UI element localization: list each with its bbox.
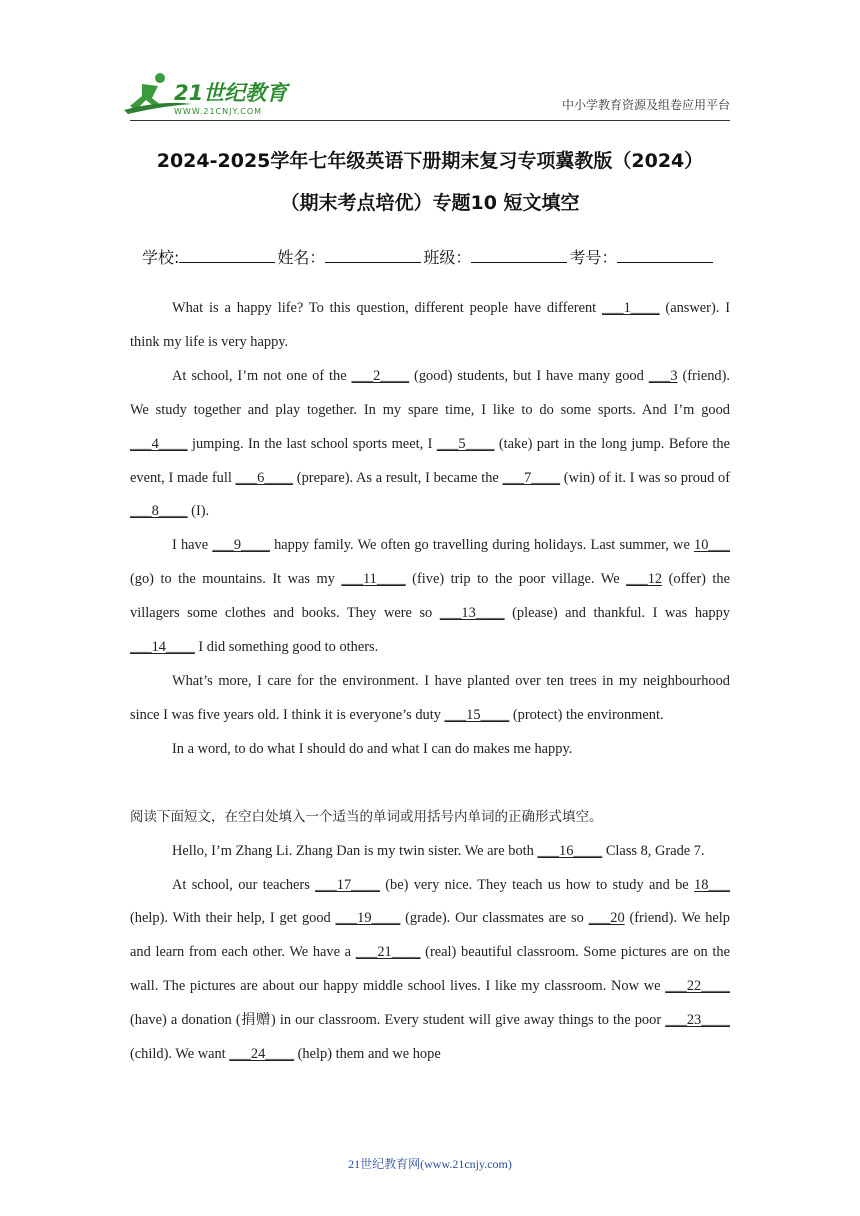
school-label: 学校: [142,248,180,267]
name-field[interactable] [325,248,421,263]
passage-text: (please) and thankful. I was happy [504,605,730,622]
answer-blank[interactable]: 10___ [694,537,730,554]
passage-text: (good) students, but I have many good [409,367,649,384]
platform-label: 中小学教育资源及组卷应用平台 [561,98,730,112]
class-field[interactable] [471,248,567,263]
passage-1 [130,292,730,767]
answer-blank[interactable]: ___14____ [130,639,195,656]
answer-blank[interactable]: ___24____ [229,1046,295,1063]
answer-blank[interactable]: ___19____ [335,910,401,927]
passage-text: (answer). I think my life is very happy. [130,300,730,350]
paragraph [130,529,730,665]
doc-title-line-2: （期末考点培优）专题10 短文填空 [280,192,580,214]
instruction-text: 阅读下面短文，在空白处填入一个适当的单词或用括号内单词的正确形式填空。 [130,808,603,825]
passage-text: (five) trip to the poor village. We [405,571,627,588]
answer-blank[interactable]: ___22____ [665,978,730,995]
paragraph [130,835,730,869]
answer-blank[interactable]: ___12 [626,571,663,588]
answer-blank[interactable]: ___17____ [315,876,380,893]
passage-text: What is a happy life? To this question, different people have different [172,300,602,316]
passage-text: (child). We want [130,1046,230,1063]
passage-text: I have [172,537,213,554]
passage-text: (offer) the villagers some clothes and books. They were so [130,571,730,622]
answer-blank[interactable]: ___9____ [212,537,270,554]
answer-blank[interactable]: ___4____ [130,435,188,452]
paragraph [130,292,730,360]
document-body [130,292,730,1072]
passage-text: I did something good to others. [194,639,379,656]
footer-source: 21世纪教育网(www.21cnjy.com) [348,1157,512,1171]
student-info-line [142,245,715,268]
answer-blank[interactable]: ___8____ [130,503,188,520]
passage-text: (grade). Our classmates are so [400,910,589,927]
passage-text: (protect) the environment. [509,706,664,723]
answer-blank[interactable]: ___5____ [436,435,495,452]
passage-text: (have) a donation (捐赠) in our classroom. Every student will give away things to the poor [130,1012,666,1029]
answer-blank[interactable]: ___13____ [439,605,505,622]
paragraph [130,869,730,1072]
passage-text: (be) very nice. They teach us how to study and be [379,876,695,893]
answer-blank[interactable]: 18___ [694,876,730,893]
passage-text: (friend). We study together and play together. In my spare time, I like to do some sports. And I’m good [130,367,730,418]
paragraph [130,360,730,530]
passage-text: Hello, I’m Zhang Li. Zhang Dan is my twin sister. We are both [172,842,538,859]
passage-text: (help) them and we hope [294,1046,441,1063]
logo-text: 21世纪教育 [174,81,288,105]
passage-text: (take) part in the long jump. Before the event, I made full [130,435,730,486]
passage-text: (win) of it. I was so proud of [560,469,730,486]
paragraph [130,733,730,767]
passage-text: What’s more, I care for the environment. I have planted over ten trees in my neighbourhood since I was five years old. I think it is everyone’s duty [130,672,730,723]
passage-text: In a word, to do what I should do and what I can do makes me happy. [172,740,573,757]
name-label: 姓名： [277,248,326,267]
passage-text: Class 8, Grade 7. [602,842,705,859]
answer-blank[interactable]: ___20 [588,910,625,927]
answer-blank[interactable]: ___15____ [444,706,510,723]
passage-text: At school, our teachers [172,876,316,893]
answer-blank[interactable]: ___7____ [502,469,561,486]
class-label: 班级： [423,248,472,267]
answer-blank[interactable]: ___11____ [341,571,406,588]
header-divider [130,120,730,121]
passage-text: (help). With their help, I get good [130,910,336,927]
answer-blank[interactable]: ___3 [648,367,678,384]
logo-url: WWW.21CNJY.COM [174,107,263,116]
answer-blank[interactable]: ___2____ [351,367,410,384]
school-field[interactable] [179,248,275,263]
passage-text: jumping. In the last school sports meet, I [187,435,437,452]
answer-blank[interactable]: ___16____ [537,842,603,859]
passage-text: (I). [187,503,210,520]
passage-text: happy family. We often go travelling during holidays. Last summer, we [269,537,695,554]
passage-2 [130,835,730,1072]
answer-blank[interactable]: ___6____ [235,469,294,486]
answer-blank[interactable]: ___23____ [665,1012,730,1029]
answer-blank[interactable]: ___1____ [602,300,660,316]
site-logo [122,70,290,118]
number-field[interactable] [617,248,713,263]
passage-text: (go) to the mountains. It was my [130,571,342,588]
number-label: 考号： [569,248,618,267]
passage-text: (prepare). As a result, I became the [293,469,503,486]
answer-blank[interactable]: ___21____ [355,944,421,961]
paragraph [130,665,730,733]
doc-title-line-1: 2024-2025学年七年级英语下册期末复习专项冀教版（2024） [156,150,704,172]
passage-text: At school, I’m not one of the [172,367,352,384]
passage-text: (real) beautiful classroom. Some pictures are on the wall. The pictures are about our happy middle school lives. I like my classroom. Now we [130,944,730,995]
passage-text: (friend). We help and learn from each other. We have a [130,910,730,961]
